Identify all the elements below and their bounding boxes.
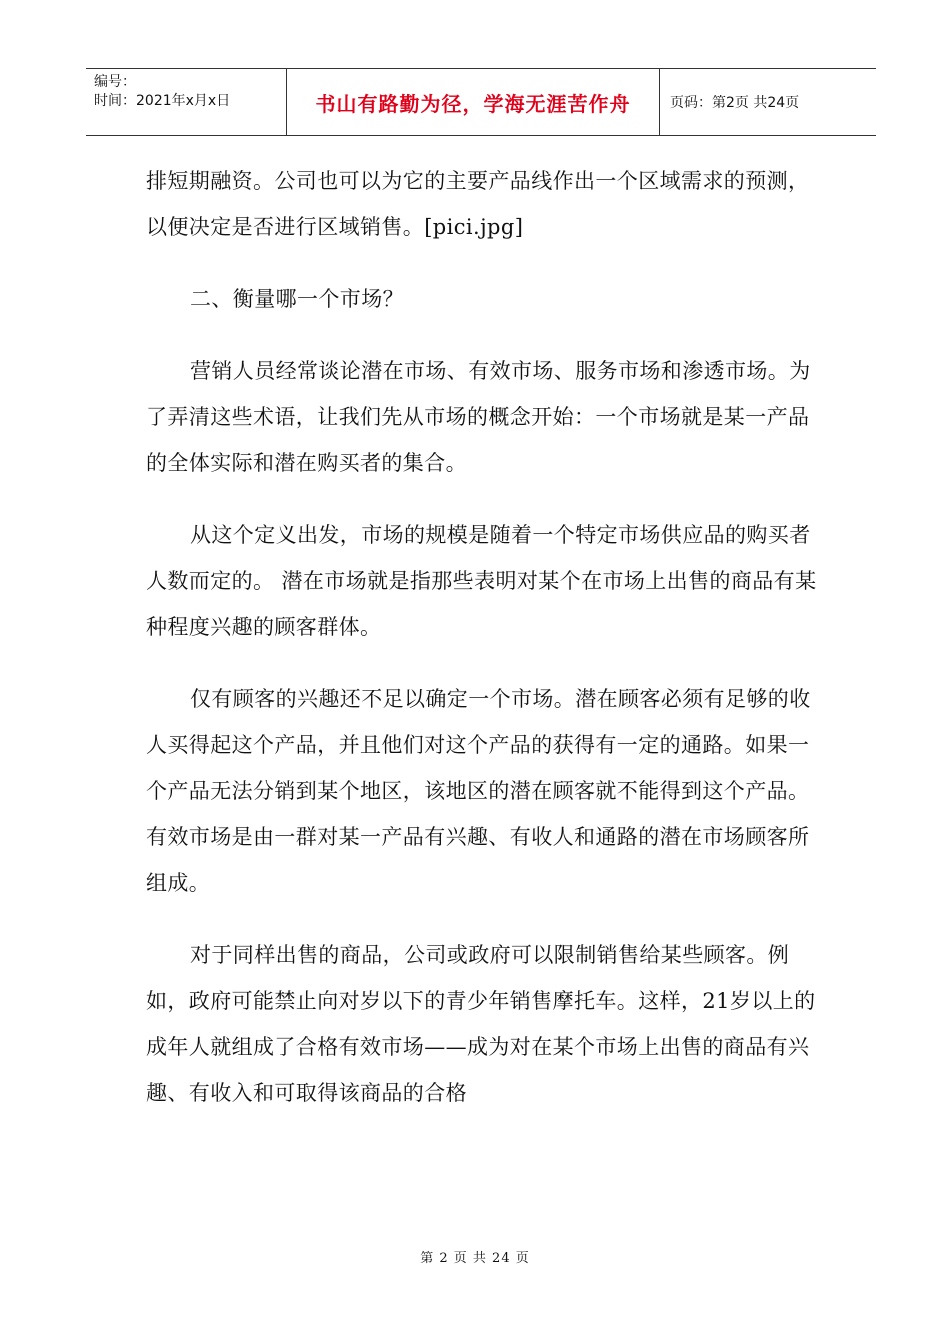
header-page-info: 页码：第2页 共24页 (670, 95, 800, 111)
header-meta (86, 69, 287, 135)
section-heading: 二、衡量哪一个市场？ (190, 287, 404, 311)
header-motto: 书山有路勤为径，学海无涯苦作舟 (287, 69, 660, 135)
paragraph: 对于同样出售的商品，公司或政府可以限制销售给某些顾客。例如，政府可能禁止向对岁以下的青少年销售摩托车。这样，21岁以上的成年人就组成了合格有效市场——成为对在某个市场上出售的商品有兴趣、有收入和可取得该商品的合格 (146, 943, 816, 1105)
page-footer: 第 2 页 共 24 页 (420, 1251, 530, 1266)
paragraph: 仅有顾客的兴趣还不足以确定一个市场。潜在顾客必须有足够的收人买得起这个产品，并且他们对这个产品的获得有一定的通路。如果一个产品无法分销到某个地区，该地区的潜在顾客就不能得到这个产品。有效市场是由一群对某一产品有兴趣、有收人和通路的潜在市场顾客所组成。 (146, 687, 811, 895)
document-body (146, 158, 826, 1142)
document-time-label: 时间：2021年x月x日 (94, 93, 231, 109)
paragraph: 营销人员经常谈论潜在市场、有效市场、服务市场和渗透市场。为了弄清这些术语，让我们先从市场的概念开始：一个市场就是某一产品的全体实际和潜在购买者的集合。 (146, 359, 811, 475)
paragraph-continuation: 排短期融资。公司也可以为它的主要产品线作出一个区域需求的预测，以便决定是否进行区域销售。[pici.jpg] (146, 169, 810, 239)
page-header (86, 68, 876, 136)
document-number-label: 编号： (94, 74, 136, 90)
paragraph: 从这个定义出发，市场的规模是随着一个特定市场供应品的购买者人数而定的。 潜在市场就是指那些表明对某个在市场上出售的商品有某种程度兴趣的顾客群体。 (146, 523, 817, 639)
